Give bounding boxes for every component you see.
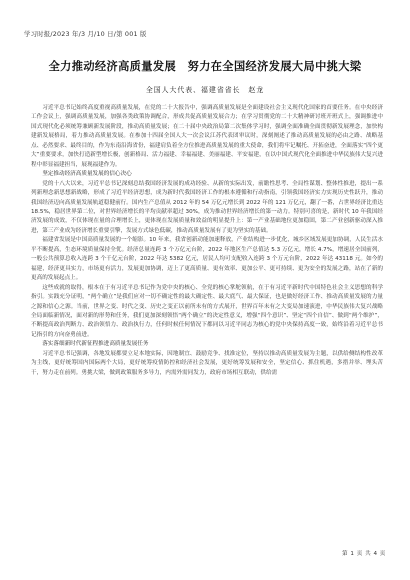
paragraph: 习近平总书记始终高度重视高质量发展，在党的二十大报告中，强调高质量发展是全面建设社会主义现代化国家的首要任务。在中央经济工作会议上，强调高质量发展，加强各类政策协调配合，形成共促高质量发展合力；在学习贯彻党的二十大精神研讨班开班式上，强调推进中国式现代化必须统筹兼顾新发展阶段，推动高质量发展；在二十届中央政治局第二次集体学习时，强调全面准确全面贯彻新发展理念，加快构建新发展格局，着力推动高质量发展。在参加十四届全国人大一次会议江苏代表团审议时，深刻阐述了推动高质量发展的必由之路、战略基点、必然要求、最终目的，作为东南沿海省份，福建肩负着全方位推进高质量发展的重大使命，我们将牢记嘱托、开拓奋进，全面落实“四个更大”重要要求，加快打造新型增长极，创新格局、活力福建、幸福福建、美丽福建、平安福建，在以中国式现代化全面推进中华民族伟大复兴进程中彰显福建担当，展现福建作为。 [31,105,383,168]
page-number: 第 1 页 共 4 页 [342,551,386,557]
paragraph: 党的十八大以来，习近平总书记深刻总结我国经济发展的成功经验、从新的实际出发，前瞻性思考、全局性谋划、整体性推进，提出一系列新理念新思想新战略，形成了习近平经济思想，成为新时代我国经济工作的根本遵循和行动指南，引领我国经济实力实现历史性跃升，推动我国经济迈向高质量发展轨道稳健前行。国内生产总值从 2012 年的 54 万亿元增长到 2022 年的 121 万亿元，翻了一番，占世界经济比重达 18.5%，稳居世界第二位，对世界经济增长的平均贡献率超过 30%，成为推动世界经济增长的第一动力。特别可喜的是，新时代 10 年我国经济发展的成效，不仅体现在量的合理增长上，更体现在发展质量和效益的明显提升上：第一产业基础地位更加稳固，第二产业创新驱动深入推进，第三产业成为经济增长重要引擎，发展方式绿色低碳，推动高质量发展有了更为坚实的基础。 [31,180,383,234]
paragraph: 习近平总书记强调，各地发展都要立足本地实际，因地制宜、鼓励竞争、找准定位，坚持以推动高质量发展为主题，以供给侧结构性改革为主线，更好统筹国内国际两个大局，更好统筹疫情防控和经济社会发展，更好统筹发展和安全，坚定信心、抓住机遇，多措并举、埋头苦干，努力走在前列。勇挑大梁，做到政策服务多导力，内需外需同发力，政府市场相互联动，供给需 [31,350,383,376]
section-heading: 落实落细新时代新征程推进高质量发展任务 [42,341,149,348]
article-body [31,104,383,378]
article-title: 全力推动经济高质量发展 努力在全国经济发展大局中挑大梁 [48,60,362,73]
paragraph: 福建省发展是中国高质量发展的一个缩影。10 年来，我省创新动能加速释放，产业结构进一步优化，城乡区域发展更加协调，人民生活水平不断提高，生态环境质量保持全优。经济总量连跨 3 个万亿元台阶，2022 年地区生产总值达 5.3 万亿元，增长 4.7%，增速居全国前列，一般公共预算总收入连跨 3 个千亿元台阶，2022 年达 5382 亿元，居民人均可支配收入连跨 3 个万元台阶，2022 年达 43118 元。如今的福建，经济更具实力，市场更有活力，发展更加协调，迈上了更高质量、更有效率、更加公平、更可持续、更为安全的发展之路，站在了新的更高的发展起点上。 [31,237,383,282]
source-line: 学习时报/2023 年/3 月/10 日/第 001 版 [24,30,147,38]
author-byline: 全国人大代表、福建省省长 赵龙 [145,86,265,94]
paragraph: 这些成就的取得，根本在于有习近平总书记作为党中央的核心、全党的核心掌舵领航，在于有习近平新时代中国特色社会主义思想的科学指引。实践充分证明，“两个确立”是我们应对一切不确定性的最大确定性、最大底气、最大保证，也是做好经济工作、推动高质量发展的力量之源和信心之源。当前，世界之变、时代之变、历史之变正以前所未有的方式展开，世界百年未有之大变局加速演进，中华民族伟大复兴战略全局面临新情况，面对新的形势和任务，我们更加深刻领悟“两个确立”的决定性意义，增强“四个意识”、坚定“四个自信”、做到“两个维护”，不断提高政治判断力、政治领悟力、政治执行力，任何时候任何情况下都同以习近平同志为核心的党中央保持高度一致，始终沿着习近平总书记指引的方向奋勇前进。 [31,284,383,338]
section-heading: 坚定推动经济高质量发展的信心决心 [42,171,132,178]
